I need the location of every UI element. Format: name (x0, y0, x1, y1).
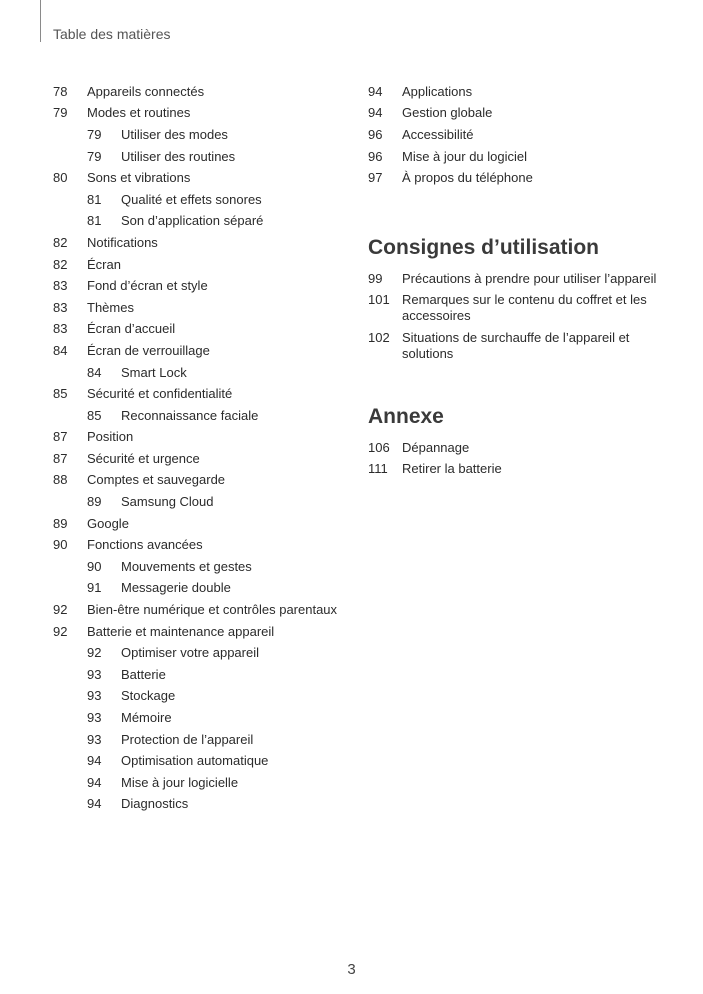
toc-subentry[interactable] (87, 750, 353, 772)
toc-page-number: 97 (368, 170, 383, 186)
toc-entry-title: Retirer la batterie (402, 461, 502, 477)
section-entry-list (368, 268, 668, 365)
toc-entry[interactable] (53, 427, 353, 449)
toc-left-column (53, 81, 353, 815)
toc-page-number: 93 (87, 688, 102, 704)
toc-page-number: 99 (368, 270, 383, 286)
toc-entry-title: Notifications (87, 234, 158, 250)
toc-page-number: 79 (53, 105, 68, 121)
toc-entry[interactable] (53, 81, 353, 103)
toc-entry-title: Mémoire (121, 710, 172, 726)
toc-entry[interactable] (53, 254, 353, 276)
toc-entry[interactable] (53, 167, 353, 189)
toc-subentry[interactable] (87, 664, 353, 686)
toc-page-number: 79 (87, 148, 102, 164)
toc-entry-title: Dépannage (402, 439, 470, 455)
toc-subentry[interactable] (87, 491, 353, 513)
toc-entry-title: Bien-être numérique et contrôles parentaux (87, 602, 338, 618)
toc-page-number: 90 (53, 537, 68, 553)
toc-entry-title: Mise à jour logicielle (121, 774, 239, 790)
toc-right-top-list (368, 81, 668, 189)
toc-page-number: 90 (87, 558, 102, 574)
toc-subentry[interactable] (87, 578, 353, 600)
toc-subentry[interactable] (87, 642, 353, 664)
toc-subentry[interactable] (87, 362, 353, 384)
toc-entry-title: Diagnostics (121, 796, 189, 812)
toc-subentry[interactable] (87, 146, 353, 168)
toc-entry-title: Utiliser des modes (121, 126, 228, 142)
toc-page-number: 83 (53, 299, 68, 315)
toc-subentry[interactable] (87, 729, 353, 751)
toc-entry-title: Appareils connectés (87, 83, 205, 99)
toc-page-number: 82 (53, 256, 68, 272)
toc-subentry[interactable] (87, 686, 353, 708)
toc-entry[interactable] (53, 621, 353, 643)
toc-entry-title: Fond d’écran et style (87, 278, 208, 294)
toc-page-number: 96 (368, 126, 383, 142)
toc-entry-title: Fonctions avancées (87, 537, 203, 553)
toc-entry[interactable] (368, 290, 668, 328)
toc-entry-title: Qualité et effets sonores (121, 191, 262, 207)
section-annexe (368, 405, 668, 480)
toc-page-number: 83 (53, 321, 68, 337)
toc-entry-title: Messagerie double (121, 580, 231, 596)
toc-page-number: 80 (53, 170, 68, 186)
toc-entry-title: À propos du téléphone (402, 170, 533, 186)
toc-entry-title: Sécurité et urgence (87, 450, 200, 466)
toc-entry-title: Optimiser votre appareil (121, 645, 259, 661)
toc-entry-title: Samsung Cloud (121, 494, 214, 510)
toc-page-number: 79 (87, 126, 102, 142)
page-header-title: Table des matières (53, 26, 171, 42)
toc-page-number: 93 (87, 731, 102, 747)
toc-entry[interactable] (368, 124, 668, 146)
toc-entry[interactable] (368, 167, 668, 189)
header-divider (40, 0, 41, 42)
toc-subentry[interactable] (87, 556, 353, 578)
toc-entry-title: Protection de l’appareil (121, 731, 254, 747)
toc-subentry[interactable] (87, 211, 353, 233)
toc-entry[interactable] (368, 81, 668, 103)
toc-entry[interactable] (53, 383, 353, 405)
toc-entry[interactable] (368, 146, 668, 168)
toc-page-number: 96 (368, 148, 383, 164)
toc-page-number: 88 (53, 472, 68, 488)
toc-page-number: 94 (87, 774, 102, 790)
toc-page-number: 78 (53, 83, 68, 99)
toc-page-number: 87 (53, 450, 68, 466)
toc-page-number: 92 (53, 623, 68, 639)
toc-entry-title: Thèmes (87, 299, 134, 315)
toc-entry-title: Optimisation automatique (121, 753, 269, 769)
toc-entry-title: Comptes et sauvegarde (87, 472, 226, 488)
toc-page-number: 94 (368, 105, 383, 121)
toc-entry[interactable] (368, 103, 668, 125)
toc-page-number: 92 (53, 602, 68, 618)
toc-page-number: 93 (87, 666, 102, 682)
toc-page-number: 89 (53, 515, 68, 531)
toc-entry[interactable] (368, 268, 668, 290)
toc-entry-title: Sons et vibrations (87, 170, 191, 186)
toc-entry-title: Smart Lock (121, 364, 187, 380)
toc-entry-title: Batterie et maintenance appareil (87, 623, 275, 639)
page-number: 3 (347, 961, 356, 978)
toc-entry-title: Son d’application séparé (121, 213, 264, 229)
section-title: Consignes d’utilisation (368, 235, 600, 259)
toc-entry-title: Position (87, 429, 134, 445)
toc-page-number: 94 (368, 83, 383, 99)
toc-page-number: 111 (368, 461, 388, 477)
toc-entry-title: Applications (402, 83, 473, 99)
toc-entry[interactable] (53, 513, 353, 535)
toc-subentry[interactable] (87, 772, 353, 794)
toc-entry[interactable] (53, 448, 353, 470)
toc-page-number: 89 (87, 494, 102, 510)
toc-entry-title: Batterie (121, 666, 166, 682)
toc-entry[interactable] (53, 103, 353, 125)
toc-subentry[interactable] (87, 794, 353, 816)
toc-entry-title: Situations de surchauffe de l’appareil et solutions (402, 329, 630, 361)
toc-entry[interactable] (368, 437, 668, 459)
toc-entry[interactable] (53, 534, 353, 556)
toc-page-number: 85 (53, 386, 68, 402)
toc-entry-title: Reconnaissance faciale (121, 407, 259, 423)
toc-page-number: 102 (368, 329, 390, 345)
toc-page-number: 94 (87, 796, 102, 812)
toc-entry-title: Stockage (121, 688, 176, 704)
toc-entry-title: Mise à jour du logiciel (402, 148, 528, 164)
toc-page-number: 81 (87, 213, 102, 229)
toc-page-number: 87 (53, 429, 68, 445)
toc-page-number: 81 (87, 191, 102, 207)
section-consignes (368, 236, 668, 365)
toc-entry[interactable] (368, 458, 668, 480)
toc-page-number: 93 (87, 710, 102, 726)
toc-page-number: 83 (53, 278, 68, 294)
toc-subentry[interactable] (87, 189, 353, 211)
toc-page-number: 91 (87, 580, 102, 596)
toc-entry[interactable] (53, 297, 353, 319)
toc-entry[interactable] (53, 275, 353, 297)
toc-page-number: 94 (87, 753, 102, 769)
toc-page-number: 84 (87, 364, 102, 380)
toc-entry-title: Modes et routines (87, 105, 191, 121)
toc-entry-title: Gestion globale (402, 105, 493, 121)
toc-entry-title: Google (87, 515, 129, 531)
toc-entry-title: Utiliser des routines (121, 148, 236, 164)
toc-entry-title: Accessibilité (402, 126, 474, 142)
toc-entry[interactable] (53, 470, 353, 492)
toc-page-number: 92 (87, 645, 102, 661)
toc-page-number: 82 (53, 234, 68, 250)
section-entry-list (368, 437, 668, 480)
toc-entry-title: Écran d’accueil (87, 321, 176, 337)
toc-entry-title: Précautions à prendre pour utiliser l’appareil (402, 270, 657, 286)
toc-right-column (368, 81, 668, 480)
toc-entry[interactable] (53, 319, 353, 341)
toc-subentry[interactable] (87, 707, 353, 729)
toc-page-number: 84 (53, 342, 68, 358)
toc-page-number: 101 (368, 292, 390, 308)
toc-entry-title: Remarques sur le contenu du coffret et les accessoires (402, 292, 647, 324)
toc-page-number: 85 (87, 407, 102, 423)
toc-entry[interactable] (368, 327, 668, 365)
toc-entry-title: Écran (87, 256, 121, 272)
toc-entry-title: Mouvements et gestes (121, 558, 252, 574)
toc-entry[interactable] (53, 340, 353, 362)
toc-entry-title: Écran de verrouillage (87, 342, 210, 358)
toc-subentry[interactable] (87, 124, 353, 146)
toc-entry[interactable] (53, 232, 353, 254)
toc-entry[interactable] (53, 599, 353, 621)
toc-subentry[interactable] (87, 405, 353, 427)
section-title: Annexe (368, 404, 444, 428)
toc-page-number: 106 (368, 439, 390, 455)
toc-entry-title: Sécurité et confidentialité (87, 386, 233, 402)
